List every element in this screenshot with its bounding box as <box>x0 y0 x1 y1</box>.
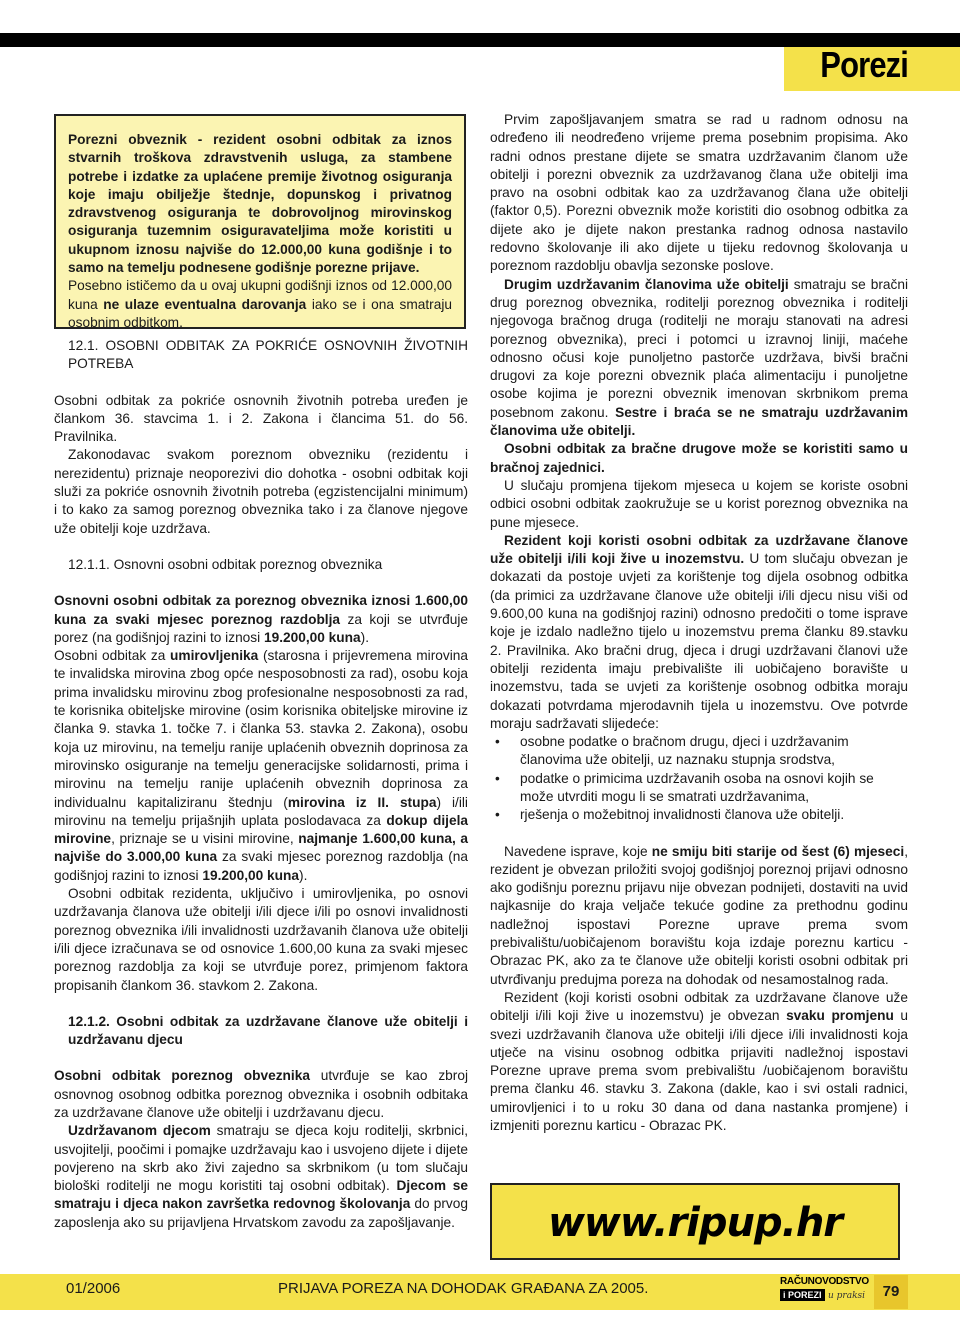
paragraph: Navedene isprave, koje ne smiju biti starije od šest (6) mjeseci, rezident je obvezan priložiti svojoj godišnjoj poreznoj prijavi odnosno ako godišnju poreznu prijavu nije obvezan podnijeti, dostaviti na uvid najkasnije do kraja veljače tekuće godine za prethodnu godinu nadležnoj ispostavi Porezne uprave prema svom prebivalištu/uobičajenom boravištu koja izdaje poreznu karticu - Obrazac PK, ako za te članove uže obitelji koristi osobni odbitak pri utvrđivanju predujma poreza na dohodak od nesamostalnog rada. <box>490 843 908 987</box>
paragraph: Osobni odbitak poreznog obveznika utvrđuje se kao zbroj osnovnog osobnog odbitka poreznog obveznika i osobnih odbitaka za uzdržavane članove uže obitelji i uzdržavanu djecu. <box>54 1068 468 1120</box>
section-heading-12-1: 12.1. OSOBNI ODBITAK ZA POKRIĆE OSNOVNIH ŽIVOTNIH POTREBA <box>68 338 468 372</box>
requirements-list <box>490 733 908 824</box>
section-heading-12-1-2: 12.1.2. Osobni odbitak za uzdržavane članove uže obitelji i uzdržavanu djecu <box>68 1013 468 1048</box>
info-box-note: Posebno ističemo da u ovaj ukupni godišnji iznos od 12.000,00 kuna ne ulaze eventualna darovanja iako se i ona smatraju osobnim odbitkom. <box>68 278 452 330</box>
paragraph: Prvim zapošljavanjem smatra se rad u radnom odnosu na određeno ili neodređeno vrijeme prema posebnim propisima. Ako radni odnos prestane dijete se smatra uzdržavanim članom uže obitelji i porezni obveznik za uzdržavanog člana uže obitelji ima pravo na osobni odbitak kao za uzdržavanog člana uže obitelji (faktor 0,5). Porezni obveznik može koristiti dio osobnog odbitka za dijete ako je dijete nakon prestanka radnog odnosa nastavilo redovno školovanje ili ako dijete u tijeku redovnog školovanja u poreznom razdoblju obavlja sezonske poslove. <box>490 112 908 274</box>
list-item: • rješenja o možebitnoj invalidnosti članova uže obitelji. <box>490 806 908 824</box>
website-link[interactable]: www.ripup.hr <box>547 1200 843 1246</box>
paragraph: Osobni odbitak rezidenta, uključivo i umirovljenika, po osnovi uzdržavanja članova uže obitelji i/ili djece i/ili po osnovi invalidnosti poreznog obveznika i/ili invalidnosti uzdržavanih članova uže obitelji i/ili djece izračunava se od osnovice 1.600,00 kuna za svaki mjesec poreznog razdoblja za koji se utvrđuje porez, primjenom faktora propisanih člankom 36. stavkom 2. Zakona. <box>54 886 468 993</box>
list-item: • podatke o primicima uzdržavanih osoba na osnovi kojih se može utvrditi mogu li se smatrati uzdržavanima, <box>490 770 908 807</box>
paragraph: Drugim uzdržavanim članovima uže obitelji smatraju se bračni drug poreznog obveznika, roditelji poreznog obveznika i roditelji njegovoga bračnog druga (roditelji ne moraju stanovati na adresi poreznog obveznika), preci i potomci u izravnoj liniji, maćehe odnosno očusi koje punoljetno pastorče uzdržava, bivši bračni drugovi za koje porezni obveznik plaća alimentaciju i punoljetne osobe kojima je porezni obveznik imenovan skrbnikom prema posebnom zakonu. Sestre i braća se ne smatraju uzdržavanim članovima uže obitelji. <box>490 276 908 439</box>
magazine-logo <box>780 1276 872 1308</box>
paragraph: Osobni odbitak za umirovljenika (starosna i prijevremena mirovina te invalidska mirovina zbog opće nesposobnosti za rad), osobu koja prima invalidsku mirovinu zbog profesionalne nesposobnosti za rad, te korisnika obiteljske mirovine (osim korisnika obiteljske mirovine iz članka 9. stavka 1. točke 7. i članka 53. stavka 2. Zakona), osobu koja uz mirovinu, na temelju ranije uplaćenih obveznih doprinosa za mirovinsko osiguranje na temelju generacijske solidarnosti, prima i mirovinu na temelju ranije uplaćenih obveznih doprinosa za individualnu kapitaliziranu štednju (mirovina iz II. stupa) i/ili mirovinu na temelju prijašnjih uplata poslodavaca za dokup dijela mirovine, priznaje se u visini mirovine, najmanje 1.600,00 kuna, a najviše do 3.000,00 kuna za svaki mjesec poreznog razdoblja (na godišnjoj razini to iznosi 19.200,00 kuna). <box>54 648 468 883</box>
paragraph: Osnovni osobni odbitak za poreznog obveznika iznosi 1.600,00 kuna za svaki mjesec poreznog razdoblja za koji se utvrđuje porez (na godišnjoj razini to iznosi 19.200,00 kuna). <box>54 593 468 645</box>
page-number: 79 <box>874 1275 908 1309</box>
publication-title: PRIJAVA POREZA NA DOHODAK GRAĐANA ZA 2005. <box>278 1280 649 1297</box>
section-heading-12-1-1: 12.1.1. Osnovni osobni odbitak poreznog obveznika <box>68 556 383 572</box>
paragraph: Rezident (koji koristi osobni odbitak za uzdržavane članove uže obitelji i/ili koji žive u inozemstvu) je obvezan svaku promjenu u svezi uzdržavanih članova uže obitelji i/ili djece i/ili invalidnosti koja utječe na visinu osobnog odbitka prijaviti nadležnoj ispostavi Porezne uprave prema svom prebivalištu /uobičajenom boravištu prema članku 46. stavku 3. Zakona (dakle, kao i svi ostali radnici, umirovljenici i to u roku 30 dana od dana nastanka promjene) i izmjeniti poreznu karticu - Obrazac PK. <box>490 989 909 1134</box>
section-title: Porezi <box>820 44 908 85</box>
paragraph: Rezident koji koristi osobni odbitak za uzdržavane članove uže obitelji i/ili koji žive u inozemstvu. U tom slučaju obvezan je dokazati da postoje uvjeti za korištenje tog dijela osobnog odbitka (da primici za uzdržavane članove uže obitelji i/ili djecu nisu viši od 9.600,00 kuna na godišnjoj razini) odnosno predočiti o tome isprave koje je izdalo nadležno tijelo u inozemstvu prema članku 89.stavku 2. Pravilnika. Ako bračni drug, djeca i drugi uzdržavani članovi uže obitelji rezidenta imaju prebivalište ili uobičajeno boravište u inozemstvu, tada se uvjeti za korištenje osobnog odbitka moraju dokazati potvrdama mjerodavnih tijela u inozemstvu. Ove potvrde moraju sadržavati slijedeće: <box>490 532 908 731</box>
website-banner[interactable] <box>490 1183 900 1260</box>
paragraph: Osobni odbitak za bračne drugove može se koristiti samo u bračnoj zajednici. <box>490 441 908 475</box>
info-box-text: Porezni obveznik - rezident osobni odbitak za iznos stvarnih troškova zdravstvenih usluga, za stambene potrebe i izdatke za uplaćene premije životnog osiguranja koje imaju obilježje štednje, dopunskog i privatnog zdravstvenog osiguranja te dobrovoljnog mirovinskog osiguranja tuzemnim osiguravateljima može koristiti u ukupnom iznosu najviše do 12.000,00 kuna godišnje i to samo na temelju podnesene godišnje porezne prijave. <box>68 132 452 276</box>
list-item: • osobne podatke o bračnom drugu, djeci i uzdržavanim članovima uže obitelji, uz naznaku stupnja srodstva, <box>490 733 908 770</box>
info-box <box>54 114 466 329</box>
logo-text: i POREZI <box>780 1289 825 1301</box>
paragraph: Uzdržavanom djecom smatraju se djeca koju roditelji, skrbnici, usvojitelji, poočimi i pomajke uzdržavaju kao i usvojeno dijete i dijete povjereno na skrb ako živi zajedno sa skrbnikom (u tom slučaju biološki roditelji ne mogu koristiti taj osobni odbitak). Djecom se smatraju i djeca nakon završetka redovnog školovanja do prvog zaposlenja ako su prijavljena Hrvatskom zavodu za zapošljavanje. <box>54 1123 468 1230</box>
logo-text: RAČUNOVODSTVO <box>780 1276 869 1287</box>
paragraph: Osobni odbitak za pokriće osnovnih životnih potreba uređen je člankom 36. stavcima 1. i 2. Zakona i člancima 51. do 56. Pravilnika. <box>54 392 468 445</box>
logo-text: u praksi <box>828 1291 866 1301</box>
left-column <box>54 337 468 1232</box>
top-bar <box>0 33 960 47</box>
paragraph: U slučaju promjena tijekom mjeseca u kojem se koriste osobni odbici osobni odbitak zaokružuje se u korist poreznog obveznika na pune mjesece. <box>490 477 908 530</box>
right-column <box>490 111 908 1135</box>
paragraph: Zakonodavac svakom poreznom obvezniku (rezidentu i nerezidentu) priznaje neoporezivi dio dohotka - osobni odbitak koji služi za pokriće osnovnih životnih potreba (egzistencijalni minimum) i to kako za samog poreznog obveznika tako i za članove njegove uže obitelji koje uzdržava. <box>54 447 468 536</box>
issue-number: 01/2006 <box>66 1280 121 1297</box>
